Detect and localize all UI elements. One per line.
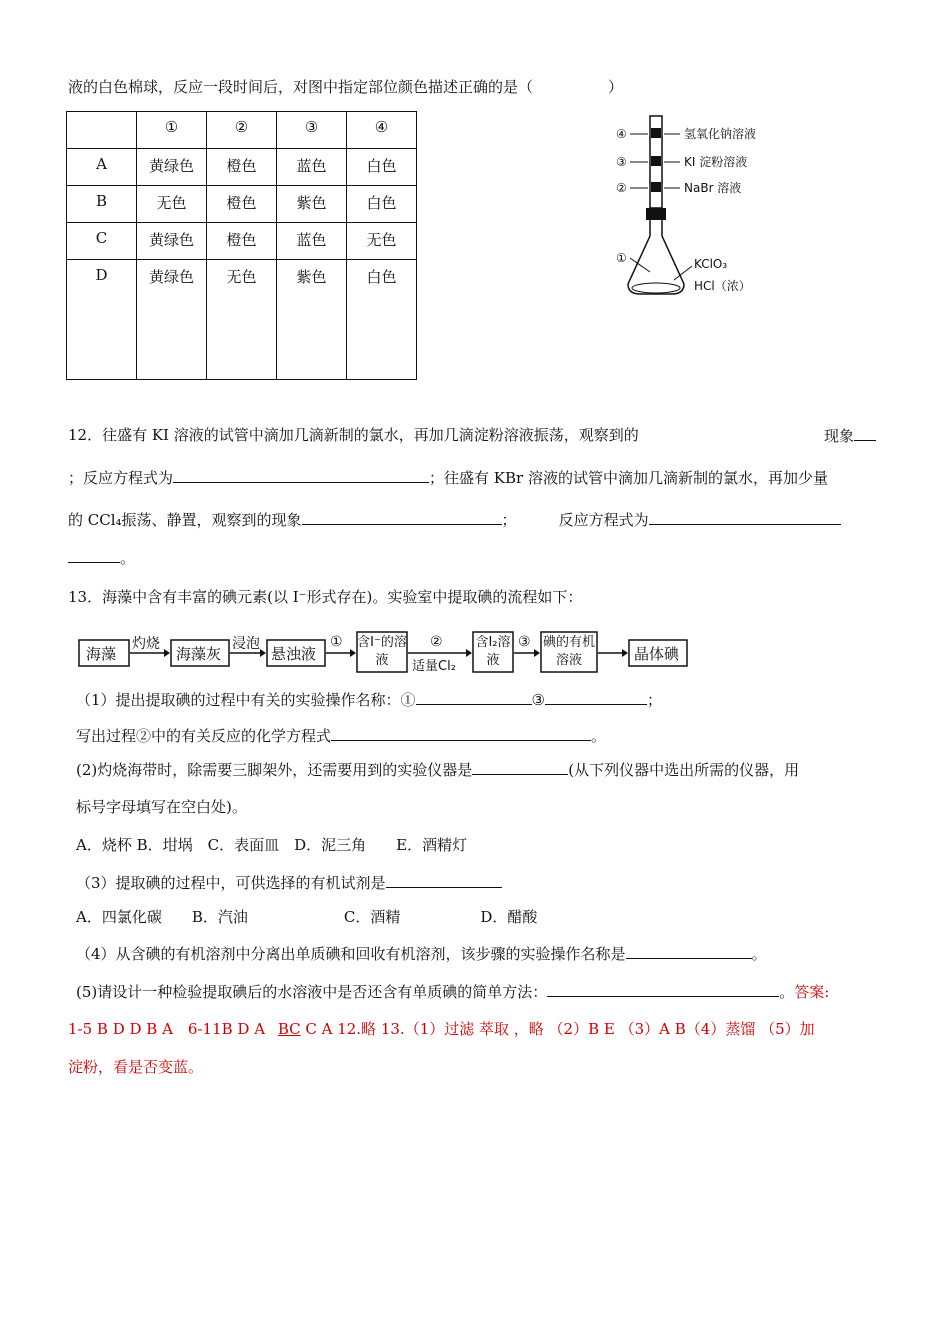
- option-a: A．四氯化碳: [76, 908, 162, 926]
- cotton-ball-4: [651, 128, 661, 138]
- q13-text: （4）从含碘的有机溶剂中分离出单质碘和回收有机溶剂，该步骤的实验操作名称是: [76, 945, 626, 963]
- table-cell: B: [67, 186, 137, 223]
- table-cell: 无色: [137, 186, 207, 223]
- stopper: [646, 208, 666, 220]
- answer-blank[interactable]: [173, 466, 429, 483]
- q13-part2: [76, 758, 799, 780]
- flow-arrow-label: 灼烧: [132, 636, 160, 652]
- table-cell: 白色: [347, 186, 417, 223]
- answer-blank[interactable]: [302, 508, 502, 525]
- table-cell: ②: [207, 112, 277, 149]
- table-row: [67, 186, 417, 223]
- answer-line1: [68, 1018, 815, 1039]
- option-c: C．酒精: [343, 908, 401, 926]
- table-row: [67, 149, 417, 186]
- table-cell: 橙色: [207, 223, 277, 260]
- flow-box: 含I⁻的溶液: [357, 635, 407, 668]
- table-row: [67, 223, 417, 260]
- flow-arrow-label: ②: [430, 634, 443, 650]
- q13-text: ③: [531, 691, 545, 709]
- q13-text: 。: [591, 727, 607, 745]
- table-cell: ④: [347, 112, 417, 149]
- table-cell: ③: [277, 112, 347, 149]
- answer-blank[interactable]: [68, 546, 120, 563]
- flow-box: 晶体碘: [634, 645, 680, 663]
- q13-text: 写出过程②中的有关反应的化学方程式: [76, 727, 332, 745]
- q12-text: 反应方程式为: [558, 511, 649, 529]
- label-2: ②: [616, 181, 627, 195]
- answer-blank[interactable]: [472, 758, 568, 775]
- answer-line2: 淀粉，看是否变蓝。: [68, 1058, 204, 1076]
- q12-line3: [68, 508, 841, 530]
- extraction-flowchart: [78, 630, 698, 674]
- answer-text: 1-5 B D D B A 6-11B D A: [68, 1020, 266, 1038]
- flow-box: 碘的有机溶液: [542, 635, 595, 668]
- q12-text: 的 CCl₄振荡、静置，观察到的现象: [68, 511, 302, 529]
- q13-text: 。: [751, 945, 767, 963]
- q13-stem: 13．海藻中含有丰富的碘元素(以 I⁻形式存在)。实验室中提取碘的流程如下：: [68, 588, 583, 606]
- q13-part1b: [76, 724, 606, 746]
- label-nabr: NaBr 溶液: [684, 181, 742, 195]
- table-cell: 无色: [207, 260, 277, 380]
- q13-part3-options: [76, 906, 537, 927]
- table-cell: 蓝色: [277, 149, 347, 186]
- answer-text-underlined: BC: [277, 1020, 301, 1038]
- liquid: [632, 283, 680, 293]
- q13-part3: [76, 871, 502, 893]
- flow-box: 悬浊液: [271, 645, 317, 663]
- apparatus-figure: [610, 112, 825, 312]
- answer-text: C A 12.略 13.（1）过滤 萃取 ，略 （2）B E （3）A B（4）蒸馏 （5）加: [300, 1020, 815, 1038]
- q13-text: ；: [647, 691, 663, 709]
- cotton-ball-3: [651, 156, 661, 166]
- flow-arrow-sub: 适量Cl₂: [412, 659, 456, 674]
- q12-line2: [68, 466, 828, 488]
- q13-part1: [76, 688, 662, 710]
- answer-blank[interactable]: [649, 508, 841, 525]
- q13-text: (2)灼烧海带时，除需要三脚架外，还需要用到的实验仪器是: [76, 761, 473, 779]
- flow-arrow-label: ③: [518, 634, 531, 650]
- table-cell: 紫色: [277, 260, 347, 380]
- table-cell: 无色: [347, 223, 417, 260]
- q12-text: 12．往盛有 KI 溶液的试管中滴加几滴新制的氯水，再加几滴淀粉溶液振荡，观察到的: [68, 426, 639, 444]
- answer-blank[interactable]: [626, 942, 752, 959]
- table-cell: 橙色: [207, 186, 277, 223]
- table-cell: ①: [137, 112, 207, 149]
- q13-text: (从下列仪器中选出所需的仪器，用: [568, 761, 800, 779]
- table-cell: D: [67, 260, 137, 380]
- table-row: [67, 260, 417, 380]
- q12-text: 。: [120, 549, 136, 567]
- q12-line1: [68, 424, 639, 445]
- q11-stem: 液的白色棉球，反应一段时间后，对图中指定部位颜色描述正确的是（ ）: [68, 78, 624, 96]
- label-3: ③: [616, 155, 627, 169]
- flow-arrow-label: 浸泡: [232, 636, 260, 652]
- q13-text: （3）提取碘的过程中，可供选择的有机试剂是: [76, 874, 386, 892]
- table-header-row: [67, 112, 417, 149]
- label-4: ④: [616, 127, 627, 141]
- answer-table: [66, 111, 417, 380]
- q13-part5: [76, 980, 829, 1002]
- table-cell: 黄绿色: [137, 149, 207, 186]
- flow-box: 海藻: [86, 645, 117, 663]
- q13-part2b: 标号字母填写在空白处)。: [76, 798, 247, 816]
- q12-line4: [68, 546, 135, 568]
- answer-blank[interactable]: [545, 688, 647, 705]
- q13-text: 。: [779, 983, 795, 1001]
- table-cell: [67, 112, 137, 149]
- answer-blank[interactable]: [331, 724, 591, 741]
- answer-blank[interactable]: [386, 871, 502, 888]
- table-cell: 橙色: [207, 149, 277, 186]
- table-cell: 蓝色: [277, 223, 347, 260]
- flow-box: 含I₂溶液: [475, 635, 511, 668]
- table-cell: 白色: [347, 260, 417, 380]
- label-ki: KI 淀粉溶液: [684, 155, 748, 169]
- q12-line1-end: [824, 424, 876, 446]
- table-cell: 黄绿色: [137, 260, 207, 380]
- q13-part4: [76, 942, 767, 964]
- option-b: B．汽油: [191, 908, 248, 926]
- table-cell: 黄绿色: [137, 223, 207, 260]
- option-d: D．醋酸: [480, 908, 538, 926]
- q12-text: ；: [501, 511, 517, 529]
- q13-text: (5)请设计一种检验提取碘后的水溶液中是否还含有单质碘的简单方法：: [76, 983, 548, 1001]
- table-cell: 紫色: [277, 186, 347, 223]
- cotton-ball-2: [651, 182, 661, 192]
- answer-label: 答案:: [794, 983, 830, 1001]
- flow-arrow-label: ①: [330, 634, 343, 650]
- answer-blank[interactable]: [547, 980, 779, 997]
- q12-text: ；反应方程式为: [68, 469, 174, 487]
- flow-box: 海藻灰: [176, 645, 222, 663]
- label-naoh: 氢氧化钠溶液: [684, 127, 757, 141]
- q13-part2-options: A．烧杯 B．坩埚 C．表面皿 D．泥三角 E．酒精灯: [76, 836, 468, 854]
- table-cell: 白色: [347, 149, 417, 186]
- label-kclo3: KClO₃: [694, 257, 728, 271]
- label-hcl: HCl（浓）: [694, 279, 751, 293]
- table-cell: C: [67, 223, 137, 260]
- label-1: ①: [616, 251, 627, 265]
- q12-text: 现象: [824, 427, 855, 445]
- q12-text: ；往盛有 KBr 溶液的试管中滴加几滴新制的氯水，再加少量: [429, 469, 828, 487]
- answer-blank[interactable]: [854, 424, 876, 441]
- answer-blank[interactable]: [416, 688, 532, 705]
- table-cell: A: [67, 149, 137, 186]
- q13-text: （1）提出提取碘的过程中有关的实验操作名称：①: [76, 691, 416, 709]
